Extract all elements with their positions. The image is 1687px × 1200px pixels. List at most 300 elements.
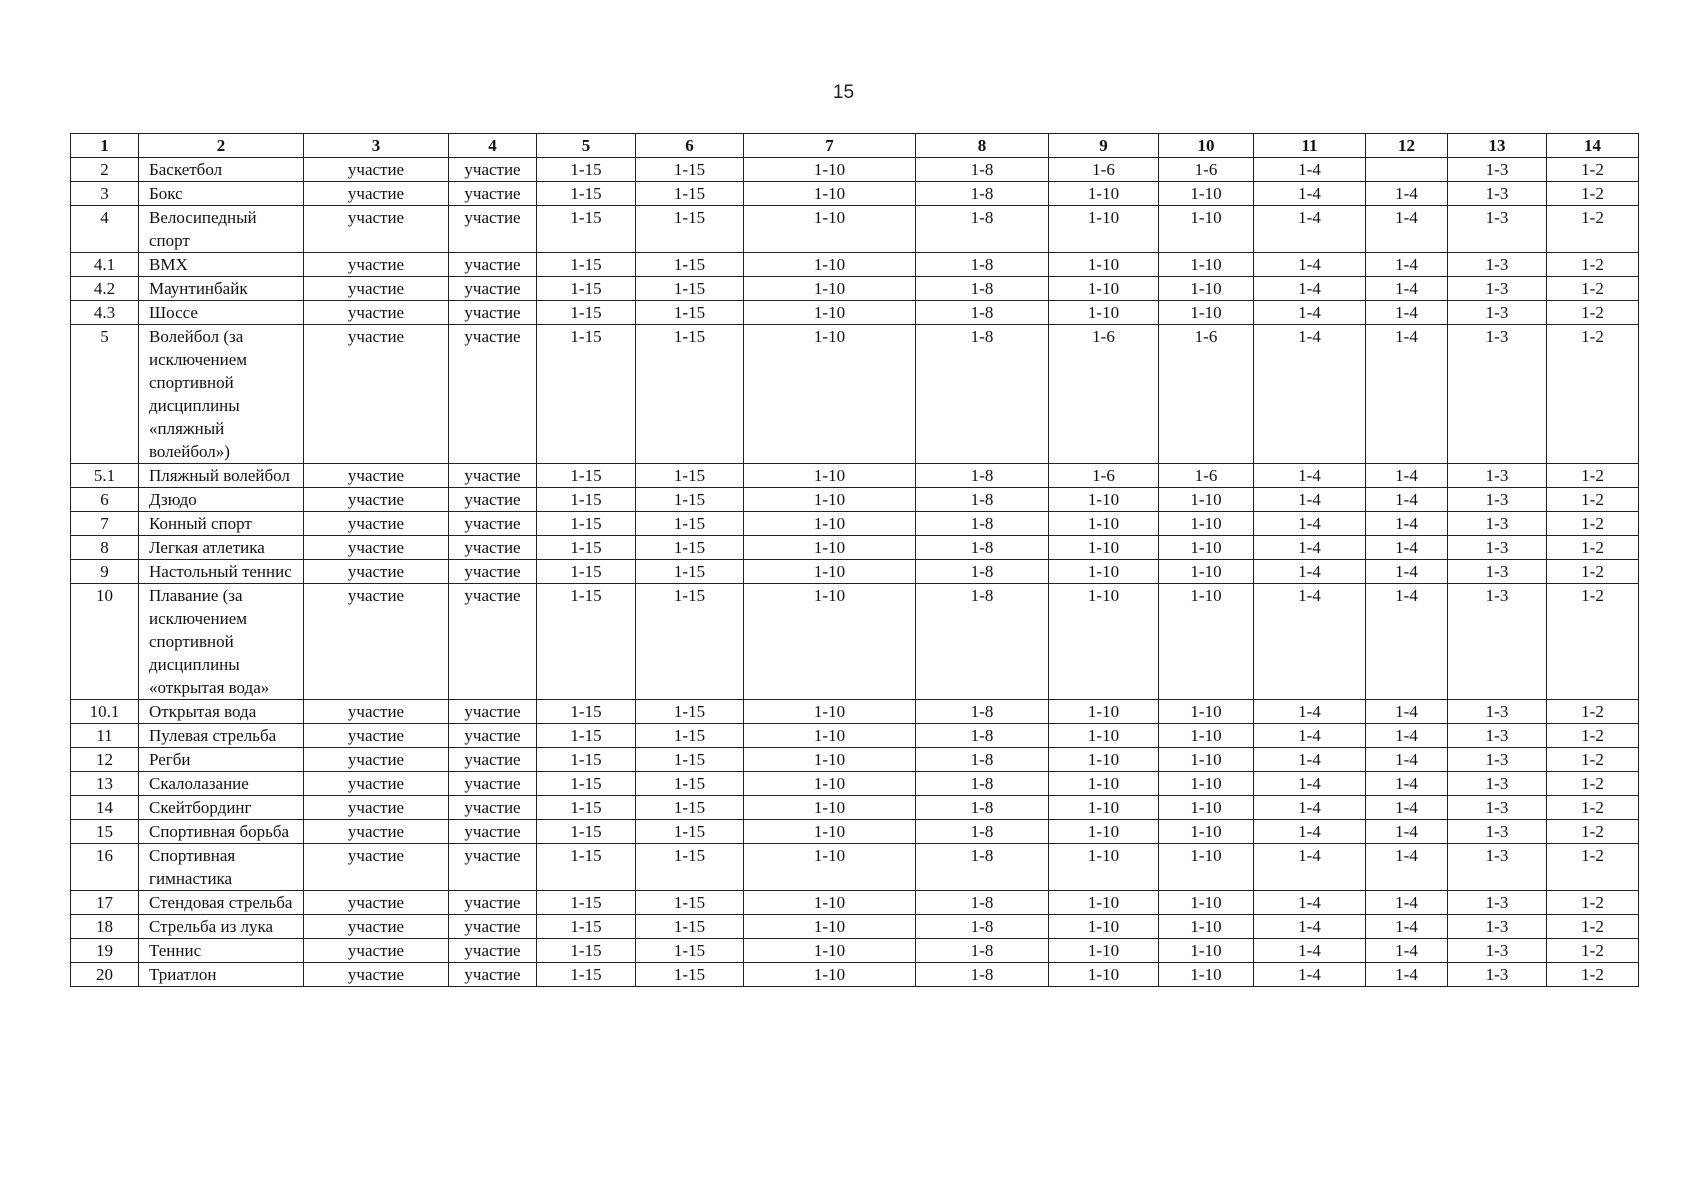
table-cell: участие xyxy=(449,796,537,820)
table-cell: 1-2 xyxy=(1547,277,1639,301)
table-cell: 1-10 xyxy=(744,748,916,772)
table-cell: 1-8 xyxy=(916,724,1049,748)
table-cell: 1-8 xyxy=(916,277,1049,301)
table-cell: участие xyxy=(449,891,537,915)
table-cell: 1-6 xyxy=(1049,158,1159,182)
table-cell: 1-3 xyxy=(1448,700,1547,724)
table-cell: 1-15 xyxy=(636,277,744,301)
sport-name-cell: Настольный теннис xyxy=(139,560,304,584)
table-cell: 1-15 xyxy=(636,325,744,464)
table-cell: 1-2 xyxy=(1547,891,1639,915)
table-cell: участие xyxy=(304,700,449,724)
table-cell: 1-2 xyxy=(1547,844,1639,891)
table-cell: 1-10 xyxy=(744,512,916,536)
table-cell: 1-8 xyxy=(916,939,1049,963)
sport-name-cell: Пляжный волейбол xyxy=(139,464,304,488)
table-cell: 1-4 xyxy=(1254,512,1366,536)
table-cell: 1-3 xyxy=(1448,536,1547,560)
table-cell: 1-15 xyxy=(537,488,636,512)
table-cell: 1-8 xyxy=(916,253,1049,277)
table-cell: 1-4 xyxy=(1366,206,1448,253)
table-row xyxy=(71,488,1639,512)
table-cell: 1-3 xyxy=(1448,253,1547,277)
table-cell: 1-6 xyxy=(1049,325,1159,464)
table-cell: 1-8 xyxy=(916,325,1049,464)
column-header: 10 xyxy=(1159,134,1254,158)
table-cell: 5 xyxy=(71,325,139,464)
table-cell: 1-15 xyxy=(636,891,744,915)
sport-name-cell: Бокс xyxy=(139,182,304,206)
table-cell: участие xyxy=(304,182,449,206)
table-cell: 1-4 xyxy=(1366,844,1448,891)
sport-name-cell: Спортивная борьба xyxy=(139,820,304,844)
table-cell: 1-10 xyxy=(1159,772,1254,796)
table-cell: 1-3 xyxy=(1448,464,1547,488)
table-cell: 1-10 xyxy=(744,464,916,488)
sport-name-cell: Открытая вода xyxy=(139,700,304,724)
table-cell: участие xyxy=(304,536,449,560)
table-cell: 1-6 xyxy=(1159,158,1254,182)
table-cell: 1-3 xyxy=(1448,158,1547,182)
table-cell: 1-6 xyxy=(1159,325,1254,464)
table-cell: 1-2 xyxy=(1547,939,1639,963)
table-cell: 1-2 xyxy=(1547,536,1639,560)
table-cell: 1-10 xyxy=(744,158,916,182)
table-cell: 1-4 xyxy=(1254,700,1366,724)
table-cell: 1-10 xyxy=(744,915,916,939)
table-cell: 1-4 xyxy=(1366,325,1448,464)
table-cell: 1-10 xyxy=(744,820,916,844)
table-cell: 5.1 xyxy=(71,464,139,488)
table-cell: 1-10 xyxy=(1049,820,1159,844)
page-number: 15 xyxy=(832,82,855,103)
table-cell: 1-8 xyxy=(916,206,1049,253)
table-cell: 1-15 xyxy=(537,464,636,488)
table-cell: 1-4 xyxy=(1366,464,1448,488)
sport-name-cell: Спортивная гимнастика xyxy=(139,844,304,891)
table-cell: 1-10 xyxy=(744,325,916,464)
table-cell: участие xyxy=(449,536,537,560)
table-cell: 1-15 xyxy=(537,963,636,987)
table-body xyxy=(71,158,1639,987)
table-cell: 8 xyxy=(71,536,139,560)
table-cell: 1-4 xyxy=(1254,464,1366,488)
table-cell: 1-15 xyxy=(636,772,744,796)
table-cell: участие xyxy=(449,915,537,939)
table-cell: 1-15 xyxy=(537,253,636,277)
table-cell: 1-10 xyxy=(1159,536,1254,560)
table-cell: 1-15 xyxy=(636,158,744,182)
table-cell: участие xyxy=(304,963,449,987)
table-cell: 1-10 xyxy=(1049,844,1159,891)
table-cell: 1-4 xyxy=(1366,915,1448,939)
table-cell: участие xyxy=(304,253,449,277)
table-cell: 1-15 xyxy=(537,891,636,915)
table-cell: 1-15 xyxy=(636,748,744,772)
table-cell: участие xyxy=(449,182,537,206)
table-cell: 1-2 xyxy=(1547,963,1639,987)
column-header: 8 xyxy=(916,134,1049,158)
table-cell: 1-2 xyxy=(1547,584,1639,700)
table-cell: 14 xyxy=(71,796,139,820)
table-cell: 1-15 xyxy=(537,724,636,748)
column-header: 4 xyxy=(449,134,537,158)
table-cell: 1-4 xyxy=(1366,536,1448,560)
table-row xyxy=(71,748,1639,772)
table-cell: участие xyxy=(449,844,537,891)
table-cell: участие xyxy=(304,796,449,820)
table-cell: 1-4 xyxy=(1254,253,1366,277)
column-header: 9 xyxy=(1049,134,1159,158)
table-cell: участие xyxy=(449,820,537,844)
table-cell: 1-3 xyxy=(1448,724,1547,748)
table-cell: 1-10 xyxy=(1049,915,1159,939)
table-cell: участие xyxy=(304,206,449,253)
table-cell: 1-3 xyxy=(1448,748,1547,772)
table-row xyxy=(71,820,1639,844)
table-cell: 1-15 xyxy=(636,464,744,488)
table-cell: 1-4 xyxy=(1254,560,1366,584)
table-cell: участие xyxy=(449,464,537,488)
table-cell: 1-8 xyxy=(916,963,1049,987)
table-cell: 1-8 xyxy=(916,915,1049,939)
table-cell: участие xyxy=(304,301,449,325)
table-cell: 1-15 xyxy=(636,206,744,253)
table-cell: участие xyxy=(449,584,537,700)
table-cell: 1-3 xyxy=(1448,301,1547,325)
table-cell: 1-8 xyxy=(916,796,1049,820)
table-cell: 1-10 xyxy=(1049,939,1159,963)
table-cell: 1-10 xyxy=(744,772,916,796)
table-cell: 1-8 xyxy=(916,488,1049,512)
table-cell: участие xyxy=(304,464,449,488)
table-cell: участие xyxy=(304,325,449,464)
table-cell: участие xyxy=(449,206,537,253)
table-cell: 1-2 xyxy=(1547,488,1639,512)
table-cell: 1-4 xyxy=(1366,277,1448,301)
table-cell: 1-8 xyxy=(916,536,1049,560)
sport-name-cell: Пулевая стрельба xyxy=(139,724,304,748)
table-cell: 1-15 xyxy=(537,182,636,206)
table-row xyxy=(71,772,1639,796)
column-header: 7 xyxy=(744,134,916,158)
sport-name-cell: Шоссе xyxy=(139,301,304,325)
table-row xyxy=(71,796,1639,820)
table-cell: 1-15 xyxy=(537,700,636,724)
sport-name-cell: Скейтбординг xyxy=(139,796,304,820)
table-row xyxy=(71,844,1639,891)
table-row xyxy=(71,939,1639,963)
table-cell: участие xyxy=(449,700,537,724)
table-cell: участие xyxy=(449,253,537,277)
table-cell: 1-10 xyxy=(1159,939,1254,963)
sport-name-cell: Конный спорт xyxy=(139,512,304,536)
table-cell: 1-3 xyxy=(1448,939,1547,963)
table-cell: 1-8 xyxy=(916,560,1049,584)
table-cell: 1-15 xyxy=(636,584,744,700)
table-cell: 1-4 xyxy=(1254,277,1366,301)
table-cell: 1-10 xyxy=(1049,796,1159,820)
table-cell: участие xyxy=(304,158,449,182)
table-row xyxy=(71,584,1639,700)
table-cell: участие xyxy=(304,277,449,301)
table-cell: 1-10 xyxy=(744,700,916,724)
column-header: 3 xyxy=(304,134,449,158)
table-row xyxy=(71,464,1639,488)
table-cell: 10 xyxy=(71,584,139,700)
table-cell: 1-10 xyxy=(744,560,916,584)
table-row xyxy=(71,158,1639,182)
sport-name-cell: Скалолазание xyxy=(139,772,304,796)
table-cell: 15 xyxy=(71,820,139,844)
table-cell: 1-10 xyxy=(744,963,916,987)
table-cell: 1-8 xyxy=(916,772,1049,796)
table-cell: 1-15 xyxy=(537,206,636,253)
table-cell: 1-4 xyxy=(1254,891,1366,915)
table-cell: 1-10 xyxy=(1049,700,1159,724)
table-cell: 18 xyxy=(71,915,139,939)
table-row xyxy=(71,182,1639,206)
sport-name-cell: Стендовая стрельба xyxy=(139,891,304,915)
sport-name-cell: Велосипедный спорт xyxy=(139,206,304,253)
table-cell: 1-2 xyxy=(1547,301,1639,325)
table-cell: 1-2 xyxy=(1547,512,1639,536)
sports-quota-table xyxy=(70,133,1639,987)
table-cell: 1-4 xyxy=(1254,584,1366,700)
table-cell: 20 xyxy=(71,963,139,987)
sport-name-cell: Легкая атлетика xyxy=(139,536,304,560)
table-cell: 1-10 xyxy=(1159,915,1254,939)
table-cell: 1-15 xyxy=(537,772,636,796)
table-cell: 1-10 xyxy=(744,182,916,206)
table-cell: 1-4 xyxy=(1366,182,1448,206)
table-cell: 1-10 xyxy=(1049,206,1159,253)
table-cell: 1-4 xyxy=(1366,796,1448,820)
table-cell: 4 xyxy=(71,206,139,253)
table-cell: 1-2 xyxy=(1547,325,1639,464)
table-cell: 1-15 xyxy=(636,488,744,512)
sport-name-cell: BMX xyxy=(139,253,304,277)
table-cell: 7 xyxy=(71,512,139,536)
table-cell: 1-10 xyxy=(744,536,916,560)
table-cell: участие xyxy=(449,963,537,987)
table-cell: участие xyxy=(449,488,537,512)
table-cell: 1-10 xyxy=(744,724,916,748)
table-cell: 1-15 xyxy=(636,963,744,987)
table-cell: 1-15 xyxy=(537,158,636,182)
table-cell: 1-3 xyxy=(1448,512,1547,536)
table-cell: 1-8 xyxy=(916,301,1049,325)
table-cell: 1-15 xyxy=(537,560,636,584)
table-row xyxy=(71,891,1639,915)
table-cell: 1-10 xyxy=(1159,796,1254,820)
table-cell: 1-3 xyxy=(1448,820,1547,844)
table-row xyxy=(71,277,1639,301)
table-cell: 1-3 xyxy=(1448,277,1547,301)
table-cell: 2 xyxy=(71,158,139,182)
table-cell: 1-10 xyxy=(744,796,916,820)
table-cell: 1-15 xyxy=(636,536,744,560)
table-cell: 1-10 xyxy=(1049,584,1159,700)
table-cell: 1-15 xyxy=(537,748,636,772)
table-cell: 1-10 xyxy=(744,253,916,277)
table-cell: 1-2 xyxy=(1547,253,1639,277)
table-cell: участие xyxy=(449,512,537,536)
table-cell: 1-10 xyxy=(1159,820,1254,844)
table-row xyxy=(71,325,1639,464)
table-cell: 1-10 xyxy=(1049,536,1159,560)
table-cell: участие xyxy=(304,915,449,939)
table-cell: 1-3 xyxy=(1448,325,1547,464)
sport-name-cell: Баскетбол xyxy=(139,158,304,182)
table-cell: 1-3 xyxy=(1448,560,1547,584)
table-cell: 1-8 xyxy=(916,748,1049,772)
table-cell: 1-10 xyxy=(1049,560,1159,584)
table-cell: 1-10 xyxy=(1159,584,1254,700)
table-cell: 1-8 xyxy=(916,464,1049,488)
table-cell: 1-10 xyxy=(1049,772,1159,796)
table-cell: 1-4 xyxy=(1366,512,1448,536)
sport-name-cell: Регби xyxy=(139,748,304,772)
table-cell: 9 xyxy=(71,560,139,584)
table-cell: 1-8 xyxy=(916,182,1049,206)
table-cell: 1-4 xyxy=(1366,724,1448,748)
table-cell: 1-4 xyxy=(1254,915,1366,939)
column-header: 1 xyxy=(71,134,139,158)
sport-name-cell: Маунтинбайк xyxy=(139,277,304,301)
table-cell: участие xyxy=(304,724,449,748)
table-cell: участие xyxy=(449,301,537,325)
table-cell: 1-4 xyxy=(1366,700,1448,724)
table-row xyxy=(71,700,1639,724)
table-cell: 1-4 xyxy=(1254,748,1366,772)
table-cell: 1-4 xyxy=(1254,796,1366,820)
table-cell: 1-4 xyxy=(1254,182,1366,206)
table-cell: 1-10 xyxy=(1159,844,1254,891)
table-cell: 1-15 xyxy=(636,796,744,820)
table-cell: 1-15 xyxy=(636,939,744,963)
table-cell: 1-10 xyxy=(744,584,916,700)
table-cell: 1-15 xyxy=(636,724,744,748)
table-cell: 1-10 xyxy=(744,891,916,915)
table-cell: участие xyxy=(449,277,537,301)
table-cell: 1-4 xyxy=(1254,206,1366,253)
sport-name-cell: Стрельба из лука xyxy=(139,915,304,939)
table-cell: 1-10 xyxy=(744,488,916,512)
table-cell: участие xyxy=(449,748,537,772)
table-cell: 1-4 xyxy=(1254,325,1366,464)
table-cell: 1-10 xyxy=(1049,963,1159,987)
table-cell: 1-8 xyxy=(916,844,1049,891)
table-cell: 1-10 xyxy=(1159,560,1254,584)
table-cell: 1-2 xyxy=(1547,748,1639,772)
table-cell: 1-2 xyxy=(1547,700,1639,724)
table-cell: 1-10 xyxy=(1159,700,1254,724)
column-header: 2 xyxy=(139,134,304,158)
header-row xyxy=(71,134,1639,158)
table-row xyxy=(71,512,1639,536)
table-cell: 17 xyxy=(71,891,139,915)
table-cell: 1-10 xyxy=(1159,963,1254,987)
table-cell: 1-10 xyxy=(1049,891,1159,915)
table-row xyxy=(71,560,1639,584)
table-row xyxy=(71,301,1639,325)
table-cell: 1-3 xyxy=(1448,206,1547,253)
table-cell: 19 xyxy=(71,939,139,963)
column-header: 6 xyxy=(636,134,744,158)
table-cell: 1-2 xyxy=(1547,915,1639,939)
table-cell: 1-8 xyxy=(916,512,1049,536)
column-header: 5 xyxy=(537,134,636,158)
column-header: 13 xyxy=(1448,134,1547,158)
table-cell: 1-8 xyxy=(916,584,1049,700)
sport-name-cell: Триатлон xyxy=(139,963,304,987)
table-cell: 12 xyxy=(71,748,139,772)
table-cell: 1-3 xyxy=(1448,963,1547,987)
table-cell: 1-3 xyxy=(1448,891,1547,915)
table-cell: 1-6 xyxy=(1049,464,1159,488)
table-cell: 1-4 xyxy=(1366,891,1448,915)
table-row xyxy=(71,963,1639,987)
sport-name-cell: Теннис xyxy=(139,939,304,963)
table-cell: 1-10 xyxy=(744,206,916,253)
table-cell: 1-10 xyxy=(1159,512,1254,536)
table-cell: 1-10 xyxy=(1049,748,1159,772)
table-cell: 1-6 xyxy=(1159,464,1254,488)
table-cell: 1-10 xyxy=(1159,253,1254,277)
table-cell: 1-4 xyxy=(1366,772,1448,796)
table-cell: 1-3 xyxy=(1448,182,1547,206)
table-cell: 1-2 xyxy=(1547,772,1639,796)
table-cell: участие xyxy=(449,724,537,748)
table-cell: 1-4 xyxy=(1254,536,1366,560)
table-cell: участие xyxy=(304,891,449,915)
table-cell: 1-2 xyxy=(1547,182,1639,206)
table-cell: 1-10 xyxy=(744,844,916,891)
table-cell: участие xyxy=(304,772,449,796)
table-cell: участие xyxy=(449,772,537,796)
table-cell: 1-10 xyxy=(1159,724,1254,748)
table-cell: 1-4 xyxy=(1254,158,1366,182)
table-cell: 1-8 xyxy=(916,891,1049,915)
column-header: 11 xyxy=(1254,134,1366,158)
table-row xyxy=(71,536,1639,560)
table-cell: 1-8 xyxy=(916,820,1049,844)
table-cell: 1-4 xyxy=(1366,963,1448,987)
table-cell: 11 xyxy=(71,724,139,748)
column-header: 12 xyxy=(1366,134,1448,158)
table-row xyxy=(71,724,1639,748)
table-cell: 1-10 xyxy=(1159,488,1254,512)
table-cell: 1-15 xyxy=(636,560,744,584)
table-cell: 1-15 xyxy=(636,820,744,844)
table-row xyxy=(71,915,1639,939)
table-cell xyxy=(1366,158,1448,182)
table-cell: 1-4 xyxy=(1366,820,1448,844)
table-cell: 1-10 xyxy=(1049,253,1159,277)
table-row xyxy=(71,253,1639,277)
sport-name-cell: Волейбол (за исключением спортивной дисциплины «пляжный волейбол») xyxy=(139,325,304,464)
table-cell: 1-10 xyxy=(1049,182,1159,206)
table-cell: 1-4 xyxy=(1254,488,1366,512)
table-cell: 1-3 xyxy=(1448,584,1547,700)
sport-name-cell: Плавание (за исключением спортивной дисциплины «открытая вода» xyxy=(139,584,304,700)
table-cell: 1-15 xyxy=(537,277,636,301)
table-cell: 1-3 xyxy=(1448,915,1547,939)
table-cell: 1-4 xyxy=(1254,772,1366,796)
table-cell: 1-10 xyxy=(1159,206,1254,253)
table-cell: 1-15 xyxy=(537,325,636,464)
